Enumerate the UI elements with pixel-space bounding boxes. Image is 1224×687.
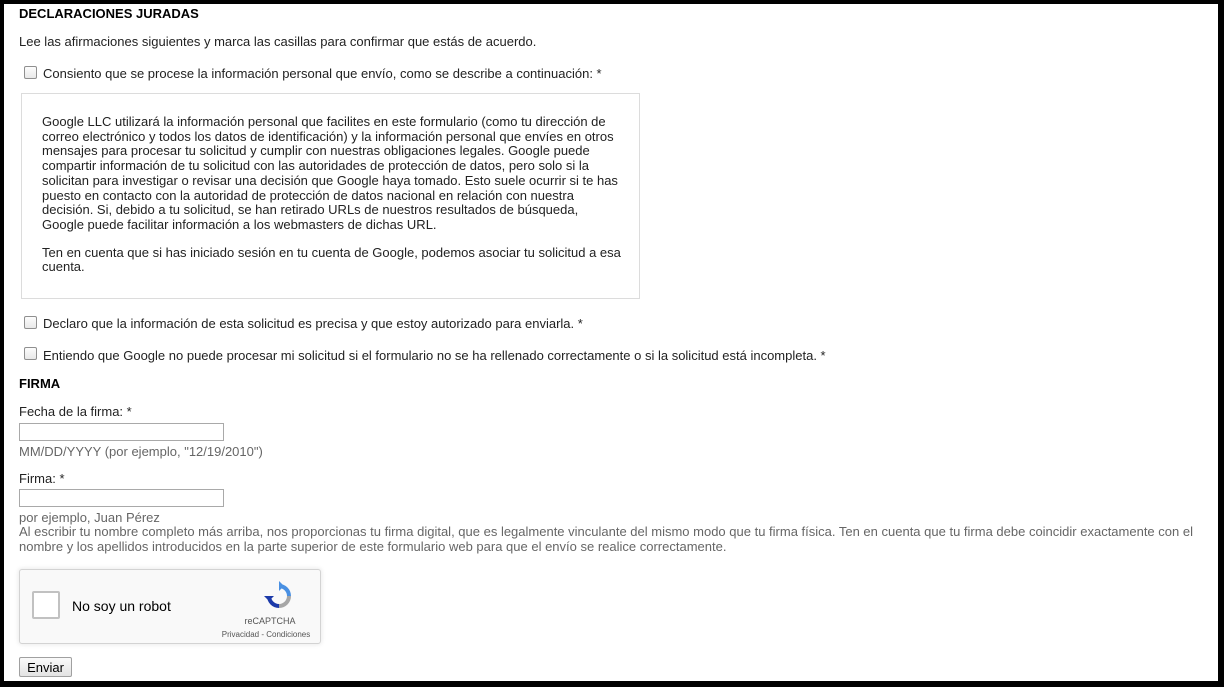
signature-date-label: Fecha de la firma: *	[19, 404, 132, 419]
signature-date-input[interactable]	[19, 423, 224, 441]
privacy-notice-text	[42, 115, 622, 288]
recaptcha-widget	[19, 569, 321, 644]
incomplete-form-label: Entiendo que Google no puede procesar mi solicitud si el formulario no se ha rellenado correctamente o si la solicitud está incompleta. *	[43, 348, 826, 363]
privacy-notice-box	[21, 93, 640, 299]
recaptcha-links[interactable]: Privacidad - Condiciones	[221, 630, 311, 639]
submit-button[interactable]: Enviar	[19, 657, 72, 677]
recaptcha-brand: reCAPTCHA	[244, 616, 296, 626]
signature-name-input[interactable]	[19, 489, 224, 507]
signature-name-hint: por ejemplo, Juan Pérez	[19, 510, 160, 525]
accurate-info-label: Declaro que la información de esta solicitud es precisa y que estoy autorizado para enviarla. *	[43, 316, 583, 331]
declarations-intro: Lee las afirmaciones siguientes y marca las casillas para confirmar que estás de acuerdo.	[19, 34, 537, 49]
privacy-notice-paragraph-2: Ten en cuenta que si has iniciado sesión en tu cuenta de Google, podemos asociar tu solicitud a esa cuenta.	[42, 244, 621, 275]
consent-checkbox[interactable]	[24, 66, 37, 79]
recaptcha-checkbox[interactable]	[32, 591, 60, 619]
signature-legal-text: Al escribir tu nombre completo más arriba, nos proporcionas tu firma digital, que es legalmente vinculante del mismo modo que tu firma física. Ten en cuenta que tu firma debe coincidir exactamente con el nombre y los apellidos introducidos en la parte superior de este formulario web para que el envío se realice correctamente.	[19, 524, 1193, 554]
recaptcha-label: No soy un robot	[72, 598, 171, 614]
consent-label: Consiento que se procese la información personal que envío, como se describe a continuación: *	[43, 66, 602, 81]
recaptcha-logo-icon	[263, 580, 295, 612]
privacy-notice-paragraph-1: Google LLC utilizará la información personal que facilites en este formulario (como tu dirección de correo electrónico y todos los datos de identificación) y la información personal que envíes en otros mensajes para procesar tu solicitud y cumplir con nuestras obligaciones legales. Google puede compartir información de tu solicitud con las autoridades de protección de datos, pero solo si la solicitan para investigar o revisar una decisión que Google haya tomado. Esto suele ocurrir si te has puesto en contacto con la autoridad de protección de datos nacional en relación con nuestra decisión. Si, debido a tu solicitud, se han retirado URLs de nuestros resultados de búsqueda, Google puede facilitar información a los webmasters de dichas URL.	[42, 114, 618, 232]
signature-name-label: Firma: *	[19, 471, 65, 486]
accurate-info-checkbox[interactable]	[24, 316, 37, 329]
form-page	[4, 4, 1218, 681]
declarations-title: DECLARACIONES JURADAS	[19, 6, 199, 21]
signature-title: FIRMA	[19, 376, 61, 391]
incomplete-form-checkbox[interactable]	[24, 347, 37, 360]
signature-date-hint: MM/DD/YYYY (por ejemplo, "12/19/2010")	[19, 444, 263, 459]
